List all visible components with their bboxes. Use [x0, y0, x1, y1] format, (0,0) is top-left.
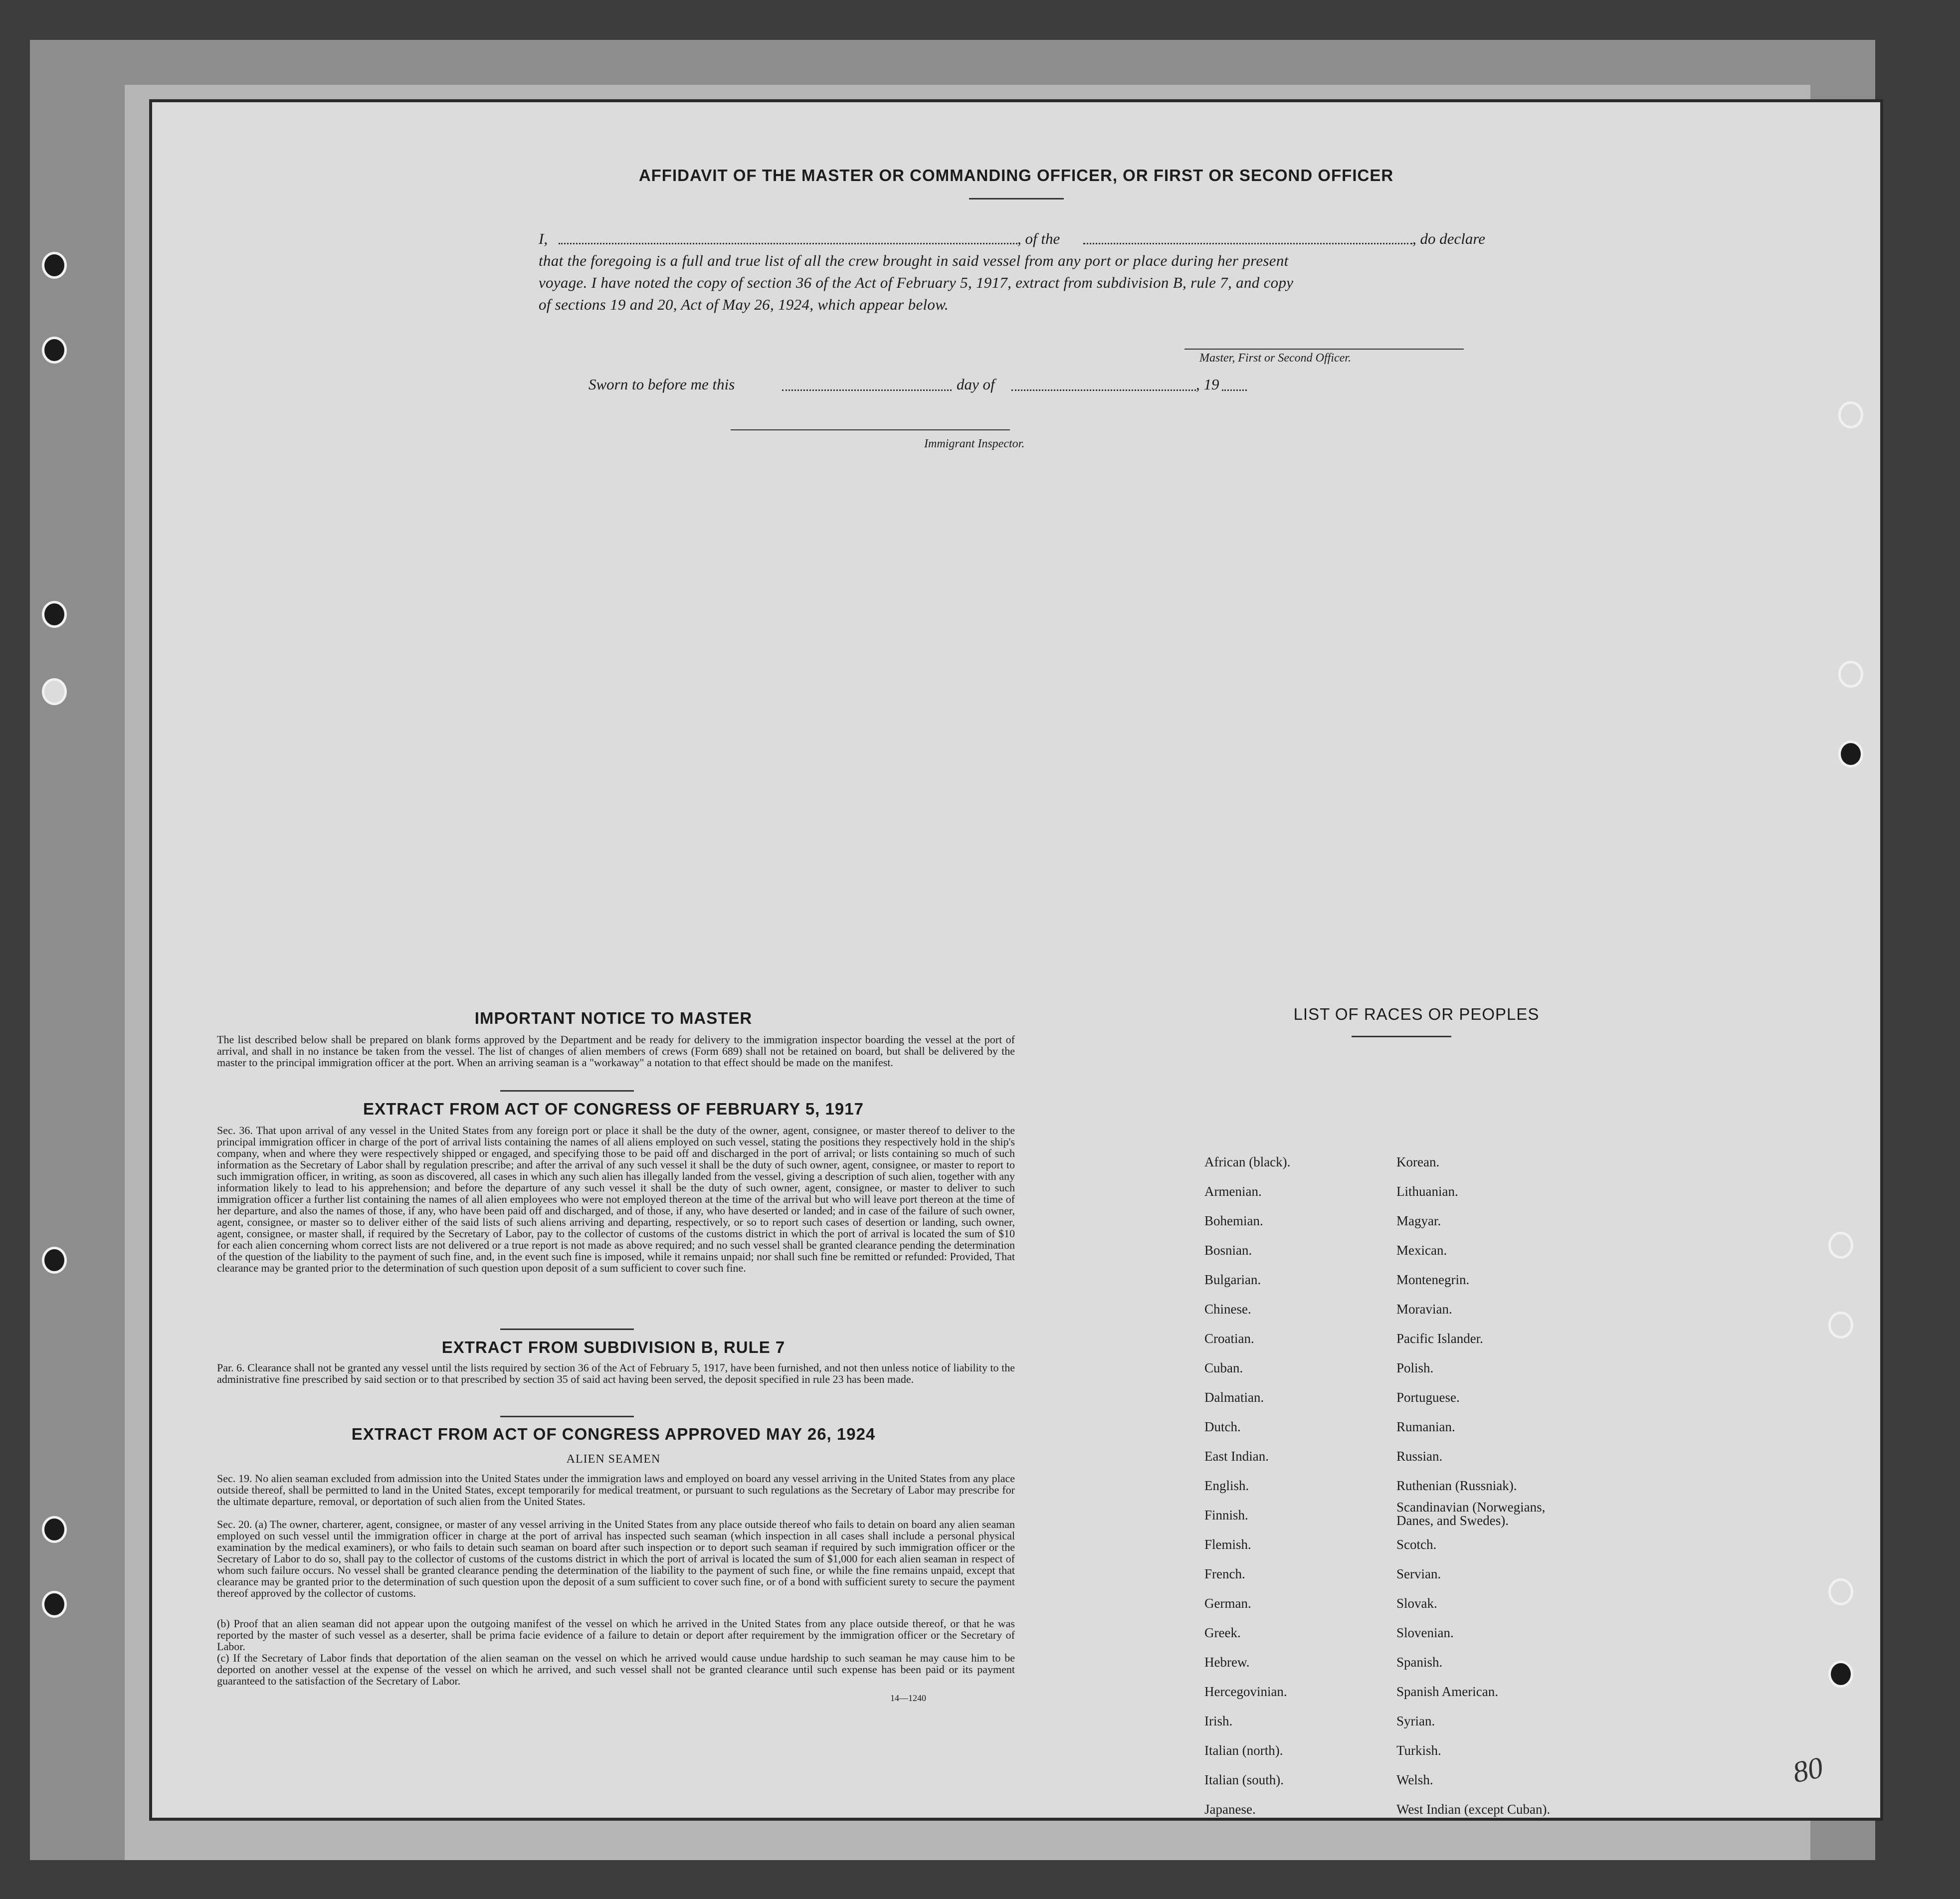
punch-hole — [1828, 1661, 1853, 1688]
race-item-right: Pacific Islander. — [1396, 1331, 1483, 1346]
sworn-prefix: Sworn to before me this — [588, 376, 735, 393]
punch-hole — [1838, 661, 1863, 688]
punch-hole — [42, 678, 67, 705]
race-item-left: Irish. — [1204, 1713, 1233, 1728]
separator-3 — [500, 1416, 634, 1417]
separator-2 — [500, 1329, 634, 1330]
punch-hole — [1828, 1232, 1853, 1259]
document-page — [152, 102, 1880, 1818]
punch-hole — [42, 1516, 67, 1543]
punch-hole — [42, 601, 67, 628]
race-item-right: Montenegrin. — [1396, 1272, 1470, 1287]
race-item-left: French. — [1204, 1566, 1245, 1581]
punch-hole — [1838, 401, 1863, 428]
races-underline — [1352, 1036, 1451, 1037]
punch-hole — [1828, 1578, 1853, 1605]
master-caption: Master, First or Second Officer. — [1199, 352, 1351, 365]
race-item-right: Servian. — [1396, 1566, 1441, 1581]
race-item-left: Bohemian. — [1204, 1213, 1263, 1228]
race-item-left: Bulgarian. — [1204, 1272, 1261, 1287]
affidavit-title: AFFIDAVIT OF THE MASTER OR COMMANDING OFFICER, OR FIRST OR SECOND OFFICER — [638, 166, 1394, 185]
punch-hole — [1828, 1312, 1853, 1338]
affidavit-line-2: that the foregoing is a full and true list of all the crew brought in said vessel from any port or place during her present — [539, 252, 1289, 269]
race-item-right: Rumanian. — [1396, 1419, 1455, 1434]
sworn-day-label: day of — [957, 376, 995, 393]
race-item-left: Japanese. — [1204, 1802, 1256, 1817]
sworn-month-blank — [1011, 389, 1196, 391]
extract-rule7-title: EXTRACT FROM SUBDIVISION B, RULE 7 — [441, 1338, 785, 1356]
sworn-year-label: , 19 — [1196, 376, 1219, 393]
race-item-right: Scandinavian (Norwegians, Danes, and Swedes). — [1396, 1500, 1546, 1528]
handwritten-page-number: 80 — [1789, 1750, 1826, 1789]
race-item-right: Russian. — [1396, 1449, 1443, 1464]
extract-1924-sec19: Sec. 19. No alien seaman excluded from admission into the United States under the immigration laws and employed on board any vessel arriving in the United States from any place outside thereof, shall be permitted to land in the United States, except temporarily for medical treatment, or pursuant to such regulations as the Secretary of Labor may prescribe for the ultimate departure, removal, or deportation of such alien from the United States. — [217, 1472, 1015, 1508]
race-item-right: Portuguese. — [1396, 1390, 1460, 1405]
extract-1924-sec20b: (b) Proof that an alien seaman did not appear upon the outgoing manifest of the vessel on which he arrived in the United States from any place outside thereof, or that he was reported by the master of such vessel as a deserter, shall be prima facie evidence of a failure to detain or deport after requirement by the immigration officer or the Secretary of Labor. — [217, 1617, 1015, 1653]
form-number: 14—1240 — [890, 1693, 926, 1703]
race-item-right: Moravian. — [1396, 1302, 1452, 1317]
sworn-date-blank — [782, 389, 952, 391]
race-item-right: Spanish American. — [1396, 1684, 1498, 1699]
race-item-left: Dutch. — [1204, 1419, 1241, 1434]
race-item-right: Scotch. — [1396, 1537, 1437, 1552]
extract-1917-title: EXTRACT FROM ACT OF CONGRESS OF FEBRUARY 5, 1917 — [363, 1100, 864, 1118]
race-item-right: Spanish. — [1396, 1655, 1443, 1670]
extract-1924-sec20c: (c) If the Secretary of Labor finds that deportation of the alien seaman on the vessel on which he arrived would cause undue hardship to such seaman he may cause him to be deported on another vessel at the expense of the vessel on which he arrived, and such vessel shall not be granted clearance until such expense has been paid or its payment guaranteed to the satisfaction of the Secretary of Labor. — [217, 1652, 1015, 1687]
race-item-left: Hebrew. — [1204, 1655, 1250, 1670]
separator-1 — [500, 1090, 634, 1092]
race-item-left: Cuban. — [1204, 1360, 1243, 1375]
race-item-left: Croatian. — [1204, 1331, 1254, 1346]
punch-hole — [42, 1591, 67, 1618]
race-item-right: Slovenian. — [1396, 1625, 1454, 1640]
punch-hole — [42, 1247, 67, 1274]
punch-hole — [1838, 741, 1863, 767]
inspector-caption: Immigrant Inspector. — [924, 437, 1025, 450]
race-item-left: African (black). — [1204, 1154, 1291, 1169]
race-item-right: Polish. — [1396, 1360, 1434, 1375]
inspector-signature-line — [731, 429, 1010, 430]
race-item-right: Syrian. — [1396, 1713, 1435, 1728]
race-item-left: German. — [1204, 1596, 1251, 1611]
notice-body: The list described below shall be prepared on blank forms approved by the Department and be ready for delivery to the immigration inspector boarding the vessel at the port of arrival, and shall in no instance be taken from the vessel. The list of changes of alien members of crews (Form 689) shall not be retained on board, but shall be delivered by the master to the principal immigration officer at the port. When an arriving seaman is a "workaway" a notation to that effect should be made on the manifest. — [217, 1033, 1015, 1069]
race-item-left: Flemish. — [1204, 1537, 1251, 1552]
punch-hole — [42, 252, 67, 279]
extract-1924-subtitle: ALIEN SEAMEN — [566, 1453, 661, 1466]
extract-1924-sec20a: Sec. 20. (a) The owner, charterer, agent, consignee, or master of any vessel arriving in the United States from any place outside thereof who fails to detain on board any alien seaman employed on such vessel until the immigration officer in charge at the port of arrival has inspected such seaman (which inspection in all cases shall include a personal physical examination by the medical examiners), or who fails to detain such seaman on board after such inspection or to deport such seaman if required by such immigration officer or the Secretary of Labor to do so, shall pay to the collector of customs of the customs district in which the port of arrival is located the sum of $1,000 for each alien seaman in respect of whom such failure occurs. No vessel shall be granted clearance pending the determination of the liability to the payment of such fine, or while the fine remains unpaid, except that clearance may be granted prior to the determination of such question upon the deposit of a sum sufficient to cover such fine, or of a bond with sufficient surety to secure the payment thereof approved by the collector of customs. — [217, 1518, 1015, 1599]
races-title: LIST OF RACES OR PEOPLES — [1293, 1005, 1540, 1023]
race-item-left: Armenian. — [1204, 1184, 1262, 1199]
affidavit-line-3: voyage. I have noted the copy of section 36 of the Act of February 5, 1917, extract from subdivision B, rule 7, and copy — [539, 274, 1294, 291]
punch-hole — [42, 337, 67, 364]
race-item-left: Greek. — [1204, 1625, 1241, 1640]
race-item-right: Magyar. — [1396, 1213, 1441, 1228]
race-item-left: Bosnian. — [1204, 1243, 1252, 1258]
race-item-left: East Indian. — [1204, 1449, 1269, 1464]
race-item-right: Welsh. — [1396, 1772, 1433, 1787]
sworn-year-blank — [1222, 389, 1247, 391]
race-item-right: Lithuanian. — [1396, 1184, 1458, 1199]
extract-rule7-body: Par. 6. Clearance shall not be granted any vessel until the lists required by section 36 of the Act of February 5, 1917, have been furnished, and not then unless notice of liability to the administrative fine prescribed by said section or to that prescribed by section 35 of said act having been served, the deposit specified in rule 23 has been made. — [217, 1361, 1015, 1385]
affidavit-i-label: I, — [539, 230, 548, 247]
name-blank — [559, 243, 1017, 244]
race-item-left: Italian (south). — [1204, 1772, 1284, 1787]
race-item-left: English. — [1204, 1478, 1249, 1493]
race-item-right: Ruthenian (Russniak). — [1396, 1478, 1517, 1493]
vessel-blank — [1083, 243, 1412, 244]
race-item-left: Finnish. — [1204, 1508, 1248, 1522]
affidavit-line-4: of sections 19 and 20, Act of May 26, 1924, which appear below. — [539, 296, 949, 313]
race-item-right: Mexican. — [1396, 1243, 1447, 1258]
race-item-right: Slovak. — [1396, 1596, 1437, 1611]
race-item-left: Dalmatian. — [1204, 1390, 1264, 1405]
master-signature-line — [1184, 349, 1464, 350]
title-underline — [969, 198, 1064, 199]
race-item-left: Chinese. — [1204, 1302, 1251, 1317]
affidavit-declare-label: , do declare — [1412, 230, 1486, 247]
race-item-left: Italian (north). — [1204, 1743, 1283, 1758]
notice-title: IMPORTANT NOTICE TO MASTER — [474, 1009, 753, 1027]
extract-1924-title: EXTRACT FROM ACT OF CONGRESS APPROVED MAY 26, 1924 — [351, 1425, 876, 1443]
extract-1917-body: Sec. 36. That upon arrival of any vessel in the United States from any foreign port or place it shall be the duty of the owner, agent, consignee, or master thereof to deliver to the principal immigration officer in charge of the port of arrival lists containing the names of all aliens employed on such vessel, stating the positions they respectively hold in the ship's company, when and where they were respectively shipped or engaged, and specifying those to be paid off and discharged in the port of arrival; or lists containing so much of such information as the Secretary of Labor shall by regulation prescribe; and after the arrival of any such vessel it shall be the duty of such owner, agent, consignee, or master to report to such immigration officer, in writing, as soon as discovered, all cases in which any such alien has illegally landed from the vessel, giving a description of such alien, together with any information likely to lead to his apprehension; and before the departure of any such vessel it shall be the duty of such owner, agent, consignee, or master to deliver to such immigration officer a further list containing the names of all alien employees who were not employed thereon at the time of the arrival but who will leave port thereon at the time of her departure, and also the names of those, if any, who have been paid off and discharged, and of those, if any, who have deserted or landed; and in case of the failure of such owner, agent, consignee, or master so to deliver either of the said lists of such aliens arriving and departing, respectively, or so to report such cases of desertion or landing, such owner, agent, consignee, or master shall, if required by the Secretary of Labor, pay to the collector of customs of the customs district in which the port of arrival is located the sum of $10 for each alien concerning whom correct lists are not delivered or a true report is not made as above required; and no such vessel shall be granted clearance pending the determination of the question of the liability to the payment of such fine, and, in the event such fine is imposed, while it remains unpaid; nor shall such fine be remitted or refunded: Provided, That clearance may be granted prior to the determination of such question upon deposit of a sum sufficient to cover such fine. — [217, 1124, 1015, 1274]
race-item-right: West Indian (except Cuban). — [1396, 1802, 1551, 1817]
race-item-right: Turkish. — [1396, 1743, 1441, 1758]
race-item-left: Hercegovinian. — [1204, 1684, 1287, 1699]
race-item-right: Korean. — [1396, 1154, 1440, 1169]
affidavit-of-the-label: , of the — [1017, 230, 1060, 247]
